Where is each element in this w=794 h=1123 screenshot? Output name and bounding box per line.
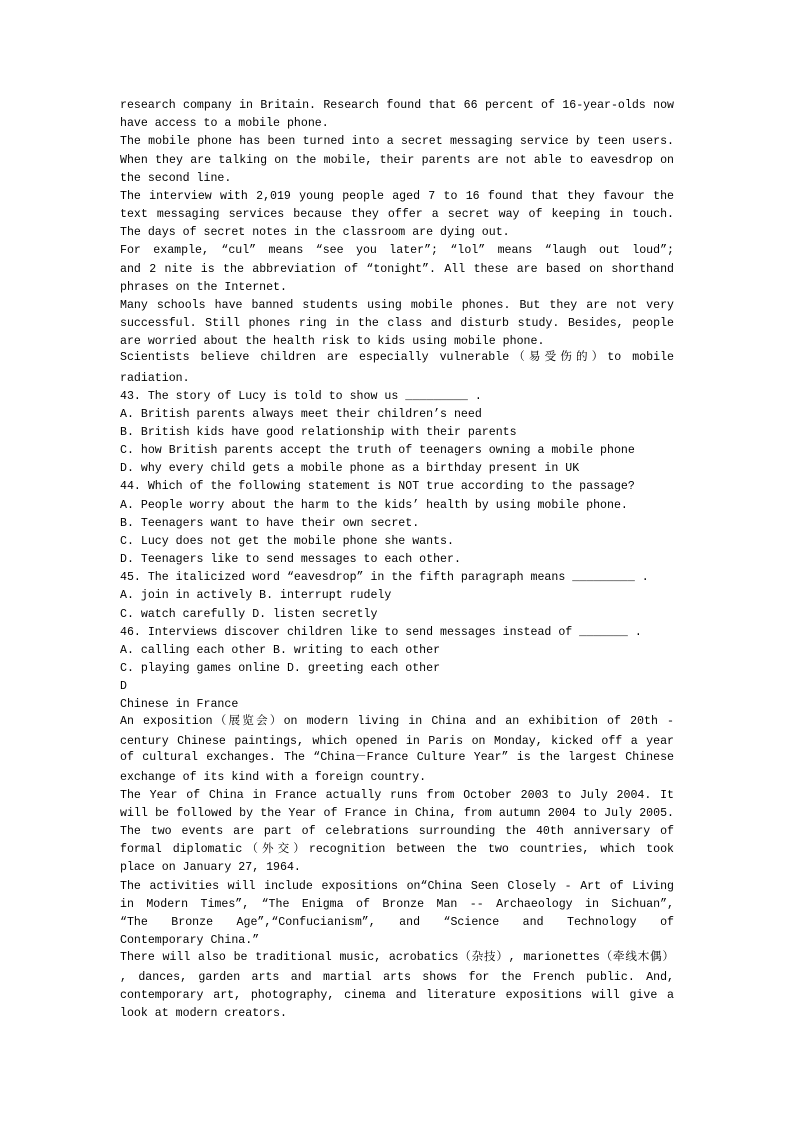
text-line: D <box>120 680 127 693</box>
text-line: radiation. <box>120 372 190 385</box>
text-line: For example, “cul” means “see you later”; “lol” means “laugh out loud”; <box>120 244 674 257</box>
text-line: have access to a mobile phone. <box>120 117 329 130</box>
text-line: of cultural exchanges. The “China－France Culture Year” is the largest Chinese <box>120 751 674 764</box>
text-line: will be followed by the Year of France in China, from autumn 2004 to July 2005. <box>120 807 674 820</box>
text-line: The Year of China in France actually runs from October 2003 to July 2004. It <box>120 789 674 802</box>
text-line: 45. The italicized word “eavesdrop” in the fifth paragraph means _________ . <box>120 571 649 584</box>
text-line: Scientists believe children are especially vulnerable（易受伤的）to mobile <box>120 351 674 364</box>
text-line: , dances, garden arts and martial arts shows for the French public. And, <box>120 971 674 984</box>
text-line: Contemporary China.” <box>120 934 260 947</box>
text-line: There will also be traditional music, acrobatics（杂技）, marionettes（牵线木偶） <box>120 951 674 964</box>
text-line: look at modern creators. <box>120 1007 287 1020</box>
text-line: “The Bronze Age”,“Confucianism”, and “Science and Technology of <box>120 916 674 929</box>
text-line: 43. The story of Lucy is told to show us _________ . <box>120 390 482 403</box>
text-line: D. Teenagers like to send messages to each other. <box>120 553 461 566</box>
text-line: The days of secret notes in the classroom are dying out. <box>120 226 510 239</box>
text-line: A. British parents always meet their children’s need <box>120 408 482 421</box>
text-line: The interview with 2,019 young people aged 7 to 16 found that they favour the <box>120 190 674 203</box>
text-line: 46. Interviews discover children like to send messages instead of _______ . <box>120 626 642 639</box>
text-line: 44. Which of the following statement is NOT true according to the passage? <box>120 480 635 493</box>
text-line: When they are talking on the mobile, their parents are not able to eavesdrop on <box>120 154 674 167</box>
text-line: C. playing games online D. greeting each other <box>120 662 441 675</box>
text-line: contemporary art, photography, cinema and literature expositions will give a <box>120 989 674 1002</box>
text-line: The two events are part of celebrations surrounding the 40th anniversary of <box>120 825 674 838</box>
text-line: An exposition（展览会）on modern living in China and an exhibition of 20th - <box>120 715 674 728</box>
text-line: C. Lucy does not get the mobile phone she wants. <box>120 535 454 548</box>
text-line: The activities will include expositions on“China Seen Closely - Art of Living <box>120 880 674 893</box>
text-line: are worried about the health risk to kids using mobile phone. <box>120 335 545 348</box>
text-line: in Modern Times”, “The Enigma of Bronze Man -- Archaeology in Sichuan”, <box>120 898 674 911</box>
text-line: phrases on the Internet. <box>120 281 287 294</box>
text-line: place on January 27, 1964. <box>120 861 301 874</box>
text-line: research company in Britain. Research found that 66 percent of 16-year-olds now <box>120 99 674 112</box>
text-line: B. Teenagers want to have their own secret. <box>120 517 420 530</box>
text-line: A. People worry about the harm to the kids’ health by using mobile phone. <box>120 499 628 512</box>
text-line: A. calling each other B. writing to each other <box>120 644 441 657</box>
text-line: formal diplomatic（外交）recognition between the two countries, which took <box>120 843 674 856</box>
text-line: the second line. <box>120 172 232 185</box>
text-line: B. British kids have good relationship with their parents <box>120 426 517 439</box>
text-line: A. join in actively B. interrupt rudely <box>120 589 392 602</box>
text-line: and 2 nite is the abbreviation of “tonight”. All these are based on shorthand <box>120 263 674 276</box>
text-line: text messaging services because they offer a secret way of keeping in touch. <box>120 208 674 221</box>
text-line: The mobile phone has been turned into a secret messaging service by teen users. <box>120 135 674 148</box>
text-line: D. why every child gets a mobile phone as a birthday present in UK <box>120 462 580 475</box>
text-line: Many schools have banned students using mobile phones. But they are not very <box>120 299 674 312</box>
text-line: Chinese in France <box>120 698 239 711</box>
text-line: C. watch carefully D. listen secretly <box>120 608 378 621</box>
text-line: century Chinese paintings, which opened in Paris on Monday, kicked off a year <box>120 735 674 748</box>
text-line: exchange of its kind with a foreign country. <box>120 771 427 784</box>
text-line: successful. Still phones ring in the class and disturb study. Besides, people <box>120 317 674 330</box>
text-line: C. how British parents accept the truth of teenagers owning a mobile phone <box>120 444 635 457</box>
